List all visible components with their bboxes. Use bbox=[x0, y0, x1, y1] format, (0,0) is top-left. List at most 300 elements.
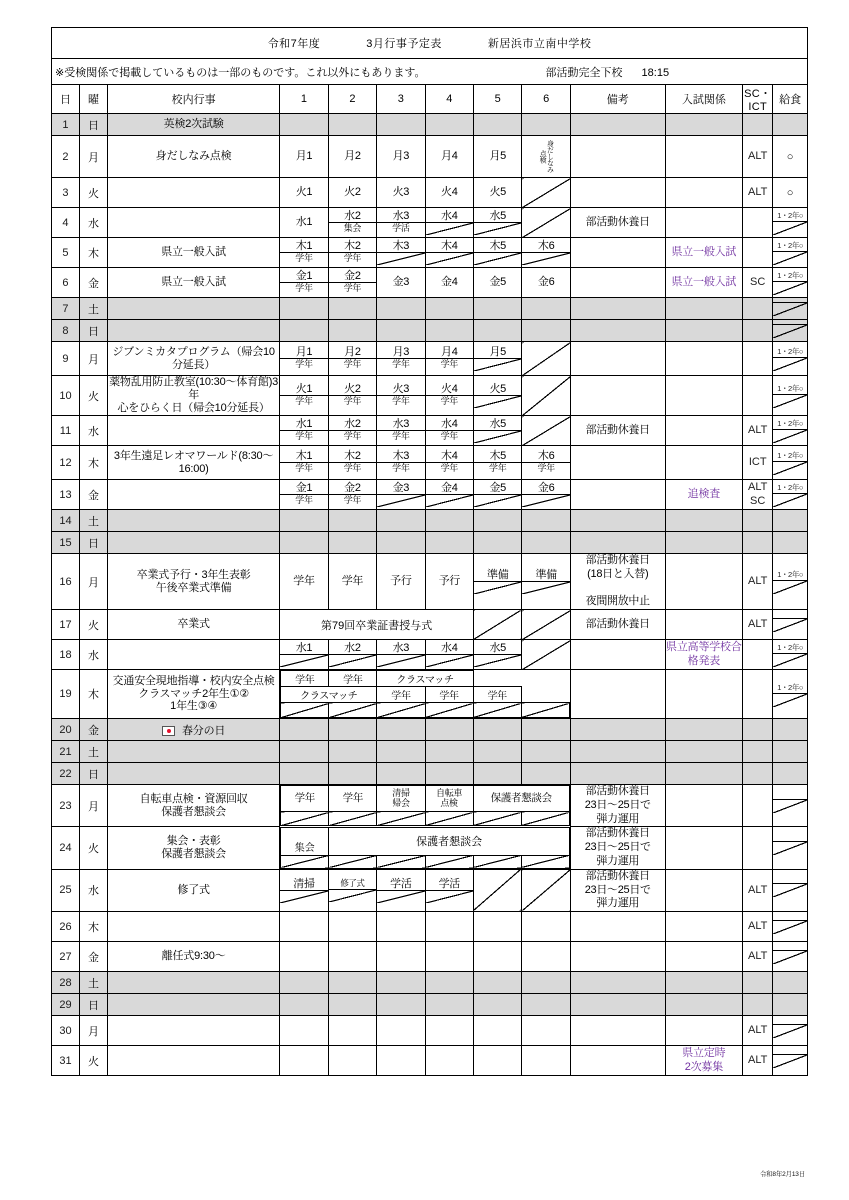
cell-period-slash bbox=[425, 855, 473, 868]
cell-period-2 bbox=[328, 376, 376, 416]
col-header-period-6: 6 bbox=[522, 85, 570, 114]
cell-remarks: 部活動休養日 23日～25日で 弾力運用 bbox=[570, 827, 665, 870]
col-header-period-3: 3 bbox=[377, 85, 425, 114]
cell-remarks bbox=[570, 942, 665, 972]
cell-period-4 bbox=[425, 763, 473, 785]
cell-school-event bbox=[107, 178, 279, 208]
cell-period-label: 水2 bbox=[344, 209, 361, 222]
cell-day-number: 5 bbox=[52, 238, 80, 268]
cell-entrance-exam bbox=[665, 719, 743, 741]
cell-sc-ict bbox=[743, 994, 773, 1016]
cell-period-entry: 学年 bbox=[377, 687, 425, 703]
cell-period-1 bbox=[280, 763, 328, 785]
cell-day-number: 2 bbox=[52, 136, 80, 178]
cell-school-event bbox=[107, 1016, 279, 1046]
cell-day-number: 13 bbox=[52, 480, 80, 510]
cell-period-label: 水3 bbox=[392, 209, 410, 222]
cell-period-3 bbox=[377, 1016, 425, 1046]
cell-period-5 bbox=[473, 994, 521, 1016]
cell-period-4 bbox=[425, 238, 473, 268]
cell-lunch-slash bbox=[773, 799, 807, 813]
table-row bbox=[52, 320, 808, 342]
cell-period-label: 水5 bbox=[489, 641, 506, 654]
cell-period-slash bbox=[473, 703, 521, 718]
cell-period-2 bbox=[328, 298, 376, 320]
cell-period-label: 火3 bbox=[392, 382, 410, 395]
cell-period-slash bbox=[474, 395, 521, 408]
cell-remarks bbox=[570, 640, 665, 670]
cell-period-4 bbox=[425, 136, 473, 178]
cell-entrance-exam bbox=[665, 869, 743, 911]
cell-day-number: 16 bbox=[52, 554, 80, 610]
cell-school-event bbox=[107, 298, 279, 320]
cell-period-slash bbox=[521, 855, 569, 868]
cell-period-slash bbox=[522, 494, 569, 507]
cell-period-slash bbox=[474, 654, 521, 667]
cell-period-label: 金6 bbox=[537, 276, 555, 289]
cell-period-1 bbox=[280, 208, 328, 238]
cell-entrance-exam bbox=[665, 994, 743, 1016]
cell-period-sublabel: 学年 bbox=[377, 395, 424, 408]
cell-sc-ict: ALT bbox=[743, 1046, 773, 1076]
cell-period-1 bbox=[280, 640, 328, 670]
cell-period-label: 火3 bbox=[392, 186, 410, 199]
cell-period-slash bbox=[281, 703, 329, 718]
cell-period-1 bbox=[280, 912, 328, 942]
cell-day-of-week: 月 bbox=[79, 1016, 107, 1046]
cell-period-label: 準備 bbox=[487, 568, 509, 581]
cell-period-2 bbox=[328, 763, 376, 785]
cell-period-label: 木1 bbox=[295, 449, 313, 462]
cell-period-slash bbox=[281, 812, 329, 826]
issued-date: 令和8年2月13日 bbox=[759, 1171, 805, 1178]
cell-sc-ict: ALT SC bbox=[743, 480, 773, 510]
cell-day-of-week: 土 bbox=[79, 972, 107, 994]
cell-remarks bbox=[570, 719, 665, 741]
cell-day-number: 14 bbox=[52, 510, 80, 532]
cell-period-5 bbox=[473, 972, 521, 994]
cell-period-label: 水1 bbox=[295, 641, 313, 654]
cell-period-5 bbox=[473, 610, 521, 640]
cell-lunch-slash bbox=[773, 950, 807, 964]
cell-period-4 bbox=[425, 480, 473, 510]
cell-period-5 bbox=[473, 912, 521, 942]
cell-school-event: 英検2次試験 bbox=[107, 114, 279, 136]
cell-day-number: 24 bbox=[52, 827, 80, 870]
col-header-period-4: 4 bbox=[425, 85, 473, 114]
cell-period-slash bbox=[521, 703, 569, 718]
cell-lunch bbox=[773, 670, 808, 719]
cell-lunch-slash bbox=[773, 693, 807, 707]
cell-period-label: 月5 bbox=[489, 345, 506, 358]
cell-sc-ict bbox=[743, 785, 773, 827]
cell-remarks bbox=[570, 994, 665, 1016]
cell-school-event bbox=[107, 741, 279, 763]
table-row bbox=[52, 827, 808, 870]
cell-day-number: 28 bbox=[52, 972, 80, 994]
cell-period-sublabel: 学年 bbox=[280, 252, 327, 265]
cell-lunch-slash bbox=[773, 357, 807, 371]
cell-lunch-label: 1・2年○ bbox=[777, 241, 804, 250]
cell-period-4 bbox=[425, 416, 473, 446]
table-row bbox=[52, 416, 808, 446]
cell-period-sublabel: 学年 bbox=[280, 395, 327, 408]
cell-period-slash bbox=[377, 812, 425, 826]
cell-period-1 bbox=[280, 719, 328, 741]
cell-period-5 bbox=[473, 114, 521, 136]
cell-school-event bbox=[107, 1046, 279, 1076]
cell-school-event bbox=[107, 208, 279, 238]
cell-sc-ict bbox=[743, 972, 773, 994]
cell-remarks bbox=[570, 298, 665, 320]
cell-school-event: 卒業式 bbox=[107, 610, 279, 640]
cell-period-slash bbox=[377, 252, 424, 265]
cell-period-1 bbox=[280, 298, 328, 320]
cell-period-sublabel: 学年 bbox=[329, 430, 376, 443]
cell-period-label: 木2 bbox=[344, 449, 361, 462]
cell-period-sublabel: 学年 bbox=[280, 462, 327, 475]
cell-period-block bbox=[280, 827, 571, 870]
cell-lunch bbox=[773, 785, 808, 827]
cell-period-entry: 学年 bbox=[329, 671, 377, 687]
cell-period-label: 月3 bbox=[392, 345, 410, 358]
cell-entrance-exam bbox=[665, 670, 743, 719]
table-row bbox=[52, 1016, 808, 1046]
cell-lunch-label: 1・2年○ bbox=[777, 211, 804, 220]
cell-period-entry: 学年 bbox=[425, 687, 473, 703]
cell-sc-ict: ALT bbox=[743, 416, 773, 446]
cell-sc-ict bbox=[743, 208, 773, 238]
col-header-period-5: 5 bbox=[473, 85, 521, 114]
table-row bbox=[52, 510, 808, 532]
cell-period-6 bbox=[522, 268, 570, 298]
cell-entrance-exam bbox=[665, 827, 743, 870]
cell-period-label: 学年 bbox=[293, 575, 315, 588]
cell-remarks bbox=[570, 268, 665, 298]
cell-period-entry: 清掃 帰会 bbox=[377, 786, 425, 812]
table-row bbox=[52, 670, 808, 719]
cell-period-6 bbox=[522, 208, 570, 238]
cell-period-4 bbox=[425, 1016, 473, 1046]
table-row bbox=[52, 208, 808, 238]
cell-entrance-exam bbox=[665, 610, 743, 640]
table-row bbox=[52, 554, 808, 610]
cell-period-2 bbox=[328, 238, 376, 268]
cell-remarks bbox=[570, 238, 665, 268]
cell-period-3 bbox=[377, 554, 425, 610]
cell-period-block bbox=[280, 785, 571, 827]
cell-school-event bbox=[107, 994, 279, 1016]
cell-period-3 bbox=[377, 208, 425, 238]
cell-lunch-slash bbox=[773, 394, 807, 408]
cell-sc-ict bbox=[743, 376, 773, 416]
cell-period-5 bbox=[473, 1016, 521, 1046]
cell-period-5 bbox=[473, 298, 521, 320]
cell-period-slash bbox=[425, 703, 473, 718]
cell-remarks: 部活動休養日 23日～25日で 弾力運用 bbox=[570, 785, 665, 827]
cell-entrance-exam: 県立高等学校合格発表 bbox=[665, 640, 743, 670]
cell-day-number: 12 bbox=[52, 446, 80, 480]
cell-entrance-exam bbox=[665, 320, 743, 342]
cell-period-3 bbox=[377, 416, 425, 446]
col-header-dow: 曜 bbox=[79, 85, 107, 114]
cell-period-entry: クラスマッチ bbox=[281, 687, 377, 703]
cell-period-sublabel: 学年 bbox=[329, 494, 376, 507]
cell-sc-ict: ALT bbox=[743, 178, 773, 208]
cell-period-6 bbox=[522, 972, 570, 994]
cell-period-entry: 学年 bbox=[281, 786, 329, 812]
cell-period-6 bbox=[522, 238, 570, 268]
cell-period-2 bbox=[328, 1046, 376, 1076]
cell-remarks: 部活動休養日 bbox=[570, 416, 665, 446]
cell-lunch: ○ bbox=[773, 136, 808, 178]
cell-period-3 bbox=[377, 510, 425, 532]
cell-period-label: 予行 bbox=[438, 575, 460, 588]
cell-period-slash bbox=[474, 494, 521, 507]
cell-period-label: 水4 bbox=[441, 641, 458, 654]
column-header-row bbox=[52, 85, 808, 114]
cell-period-3 bbox=[377, 342, 425, 376]
cell-lunch bbox=[773, 446, 808, 480]
cell-day-of-week: 木 bbox=[79, 446, 107, 480]
cell-lunch-label: 1・2年○ bbox=[777, 384, 804, 393]
cell-entrance-exam bbox=[665, 208, 743, 238]
cell-day-number: 19 bbox=[52, 670, 80, 719]
cell-day-number: 4 bbox=[52, 208, 80, 238]
cell-lunch-slash bbox=[773, 251, 807, 265]
cell-entrance-exam bbox=[665, 298, 743, 320]
cell-lunch-slash bbox=[773, 580, 807, 594]
cell-lunch bbox=[773, 342, 808, 376]
cell-period-label: 月5 bbox=[489, 150, 506, 163]
cell-period-label: 水5 bbox=[489, 417, 506, 430]
cell-sc-ict bbox=[743, 640, 773, 670]
cell-period-5 bbox=[473, 416, 521, 446]
cell-period-slash bbox=[377, 494, 424, 507]
cell-period-slash bbox=[474, 581, 521, 594]
cell-day-number: 17 bbox=[52, 610, 80, 640]
cell-period-6 bbox=[522, 416, 570, 446]
cell-lunch bbox=[773, 208, 808, 238]
cell-remarks bbox=[570, 136, 665, 178]
cell-period-entry: 保護者懇談会 bbox=[473, 786, 569, 812]
cell-period-6 bbox=[522, 320, 570, 342]
cell-period-2 bbox=[328, 640, 376, 670]
cell-remarks bbox=[570, 1016, 665, 1046]
cell-period-sublabel: 学年 bbox=[329, 358, 376, 371]
cell-period-5 bbox=[473, 741, 521, 763]
cell-period-4 bbox=[425, 510, 473, 532]
cell-entrance-exam bbox=[665, 376, 743, 416]
table-row bbox=[52, 763, 808, 785]
cell-period-3 bbox=[377, 320, 425, 342]
cell-lunch-slash bbox=[773, 493, 807, 507]
cell-period-6 bbox=[522, 136, 570, 178]
cell-sc-ict bbox=[743, 827, 773, 870]
cell-period-3 bbox=[377, 912, 425, 942]
cell-day-of-week: 木 bbox=[79, 238, 107, 268]
cell-lunch bbox=[773, 376, 808, 416]
cell-period-label: 学年 bbox=[341, 575, 364, 588]
cell-period-label: 金3 bbox=[392, 276, 410, 289]
cell-sc-ict bbox=[743, 114, 773, 136]
cell-sc-ict bbox=[743, 510, 773, 532]
table-row bbox=[52, 238, 808, 268]
col-header-event: 校内行事 bbox=[107, 85, 279, 114]
cell-period-label: 月4 bbox=[441, 345, 458, 358]
cell-period-label: 金3 bbox=[392, 481, 410, 494]
cell-period-4 bbox=[425, 298, 473, 320]
cell-period-sublabel: 学年 bbox=[426, 462, 473, 475]
table-row bbox=[52, 994, 808, 1016]
cell-day-of-week: 火 bbox=[79, 827, 107, 870]
cell-lunch: ○ bbox=[773, 178, 808, 208]
cell-period-label: 金4 bbox=[441, 481, 458, 494]
cell-lunch-slash bbox=[773, 653, 807, 667]
col-header-lunch: 給食 bbox=[773, 85, 808, 114]
cell-period-label: 火1 bbox=[295, 382, 313, 395]
cell-period-6 bbox=[522, 869, 570, 911]
cell-school-event: 交通安全現地指導・校内安全点検 クラスマッチ2年生①② 1年生③④ bbox=[107, 670, 279, 719]
cell-school-event bbox=[107, 480, 279, 510]
cell-period-label: 月2 bbox=[344, 345, 361, 358]
school-name: 新居浜市立南中学校 bbox=[487, 38, 592, 50]
cell-day-of-week: 金 bbox=[79, 268, 107, 298]
cell-day-of-week: 火 bbox=[79, 1046, 107, 1076]
cell-period-2 bbox=[328, 268, 376, 298]
cell-lunch bbox=[773, 763, 808, 785]
cell-merged-period-event: 第79回卒業証書授与式 bbox=[280, 610, 474, 640]
cell-day-of-week: 火 bbox=[79, 610, 107, 640]
cell-school-event bbox=[107, 640, 279, 670]
cell-lunch bbox=[773, 1046, 808, 1076]
cell-period-4 bbox=[425, 342, 473, 376]
cell-period-2 bbox=[328, 1016, 376, 1046]
cell-entrance-exam bbox=[665, 416, 743, 446]
cell-school-event: 集会・表彰 保護者懇談会 bbox=[107, 827, 279, 870]
cell-period-5 bbox=[473, 376, 521, 416]
cell-lunch-slash bbox=[773, 429, 807, 443]
cell-period-3 bbox=[377, 268, 425, 298]
cell-period-6 bbox=[522, 114, 570, 136]
cell-period-sublabel: 学活 bbox=[377, 222, 424, 235]
cell-period-label: 火2 bbox=[344, 186, 361, 199]
table-row bbox=[52, 942, 808, 972]
cell-period-label: 金2 bbox=[344, 269, 361, 282]
cell-period-sublabel: 学年 bbox=[377, 430, 424, 443]
cell-day-of-week: 木 bbox=[79, 912, 107, 942]
table-row bbox=[52, 912, 808, 942]
cell-period-slash bbox=[425, 812, 473, 826]
cell-remarks bbox=[570, 912, 665, 942]
cell-period-1 bbox=[280, 136, 328, 178]
cell-entrance-exam bbox=[665, 446, 743, 480]
cell-day-of-week: 日 bbox=[79, 763, 107, 785]
cell-remarks bbox=[570, 480, 665, 510]
cell-day-of-week: 水 bbox=[79, 869, 107, 911]
cell-period-slash bbox=[474, 358, 521, 371]
cell-day-of-week: 火 bbox=[79, 178, 107, 208]
cell-lunch bbox=[773, 238, 808, 268]
cell-day-of-week: 月 bbox=[79, 785, 107, 827]
cell-entrance-exam bbox=[665, 342, 743, 376]
cell-lunch bbox=[773, 320, 808, 342]
cell-sc-ict: ALT bbox=[743, 869, 773, 911]
cell-period-5 bbox=[473, 238, 521, 268]
cell-period-4 bbox=[425, 208, 473, 238]
cell-period-1 bbox=[280, 510, 328, 532]
cell-period-1 bbox=[280, 480, 328, 510]
cell-period-1 bbox=[280, 1016, 328, 1046]
cell-period-6 bbox=[522, 298, 570, 320]
cell-lunch-slash bbox=[773, 281, 807, 295]
cell-remarks: 部活動休養日 bbox=[570, 208, 665, 238]
cell-period-2 bbox=[328, 741, 376, 763]
cell-period-1 bbox=[280, 238, 328, 268]
cell-period-5 bbox=[473, 1046, 521, 1076]
cell-sc-ict: ALT bbox=[743, 942, 773, 972]
cell-entrance-exam bbox=[665, 1016, 743, 1046]
cell-lunch-label: 1・2年○ bbox=[777, 347, 804, 356]
cell-day-of-week: 金 bbox=[79, 480, 107, 510]
cell-entrance-exam bbox=[665, 912, 743, 942]
cell-entrance-exam bbox=[665, 763, 743, 785]
cell-period-label: 金2 bbox=[344, 481, 361, 494]
cell-period-label: 金5 bbox=[489, 481, 506, 494]
cell-period-5 bbox=[473, 320, 521, 342]
cell-lunch bbox=[773, 298, 808, 320]
table-row bbox=[52, 114, 808, 136]
cell-entrance-exam bbox=[665, 532, 743, 554]
cell-day-number: 10 bbox=[52, 376, 80, 416]
cell-period-6 bbox=[522, 554, 570, 610]
cell-sc-ict: ALT bbox=[743, 554, 773, 610]
cell-period-label: 木5 bbox=[489, 449, 506, 462]
cell-period-4 bbox=[425, 446, 473, 480]
cell-period-2 bbox=[328, 942, 376, 972]
cell-period-slash bbox=[377, 855, 425, 868]
cell-entrance-exam bbox=[665, 510, 743, 532]
cell-school-event bbox=[107, 972, 279, 994]
cell-period-label: 修了 式 bbox=[340, 878, 365, 889]
cell-period-2 bbox=[328, 869, 376, 911]
cell-period-label: 火1 bbox=[295, 186, 313, 199]
cell-period-slash bbox=[426, 890, 473, 903]
cell-period-2 bbox=[328, 178, 376, 208]
cell-period-slash bbox=[280, 890, 327, 903]
cell-period-label: 予行 bbox=[390, 575, 412, 588]
cell-period-3 bbox=[377, 298, 425, 320]
cell-period-5 bbox=[473, 446, 521, 480]
cell-remarks bbox=[570, 741, 665, 763]
col-header-period-2: 2 bbox=[328, 85, 376, 114]
page-title: 3月行事予定表 bbox=[366, 38, 442, 50]
cell-period-2 bbox=[328, 994, 376, 1016]
cell-sc-ict: ALT bbox=[743, 912, 773, 942]
cell-remarks bbox=[570, 446, 665, 480]
table-row bbox=[52, 268, 808, 298]
cell-sc-ict bbox=[743, 719, 773, 741]
japan-flag-icon bbox=[162, 726, 175, 736]
cell-period-1 bbox=[280, 446, 328, 480]
cell-period-6 bbox=[522, 719, 570, 741]
cell-period-label: 木3 bbox=[392, 239, 410, 252]
cell-period-5 bbox=[473, 554, 521, 610]
cell-period-4 bbox=[425, 320, 473, 342]
cell-period-label: 水5 bbox=[489, 209, 506, 222]
cell-period-1 bbox=[280, 376, 328, 416]
cell-day-number: 8 bbox=[52, 320, 80, 342]
